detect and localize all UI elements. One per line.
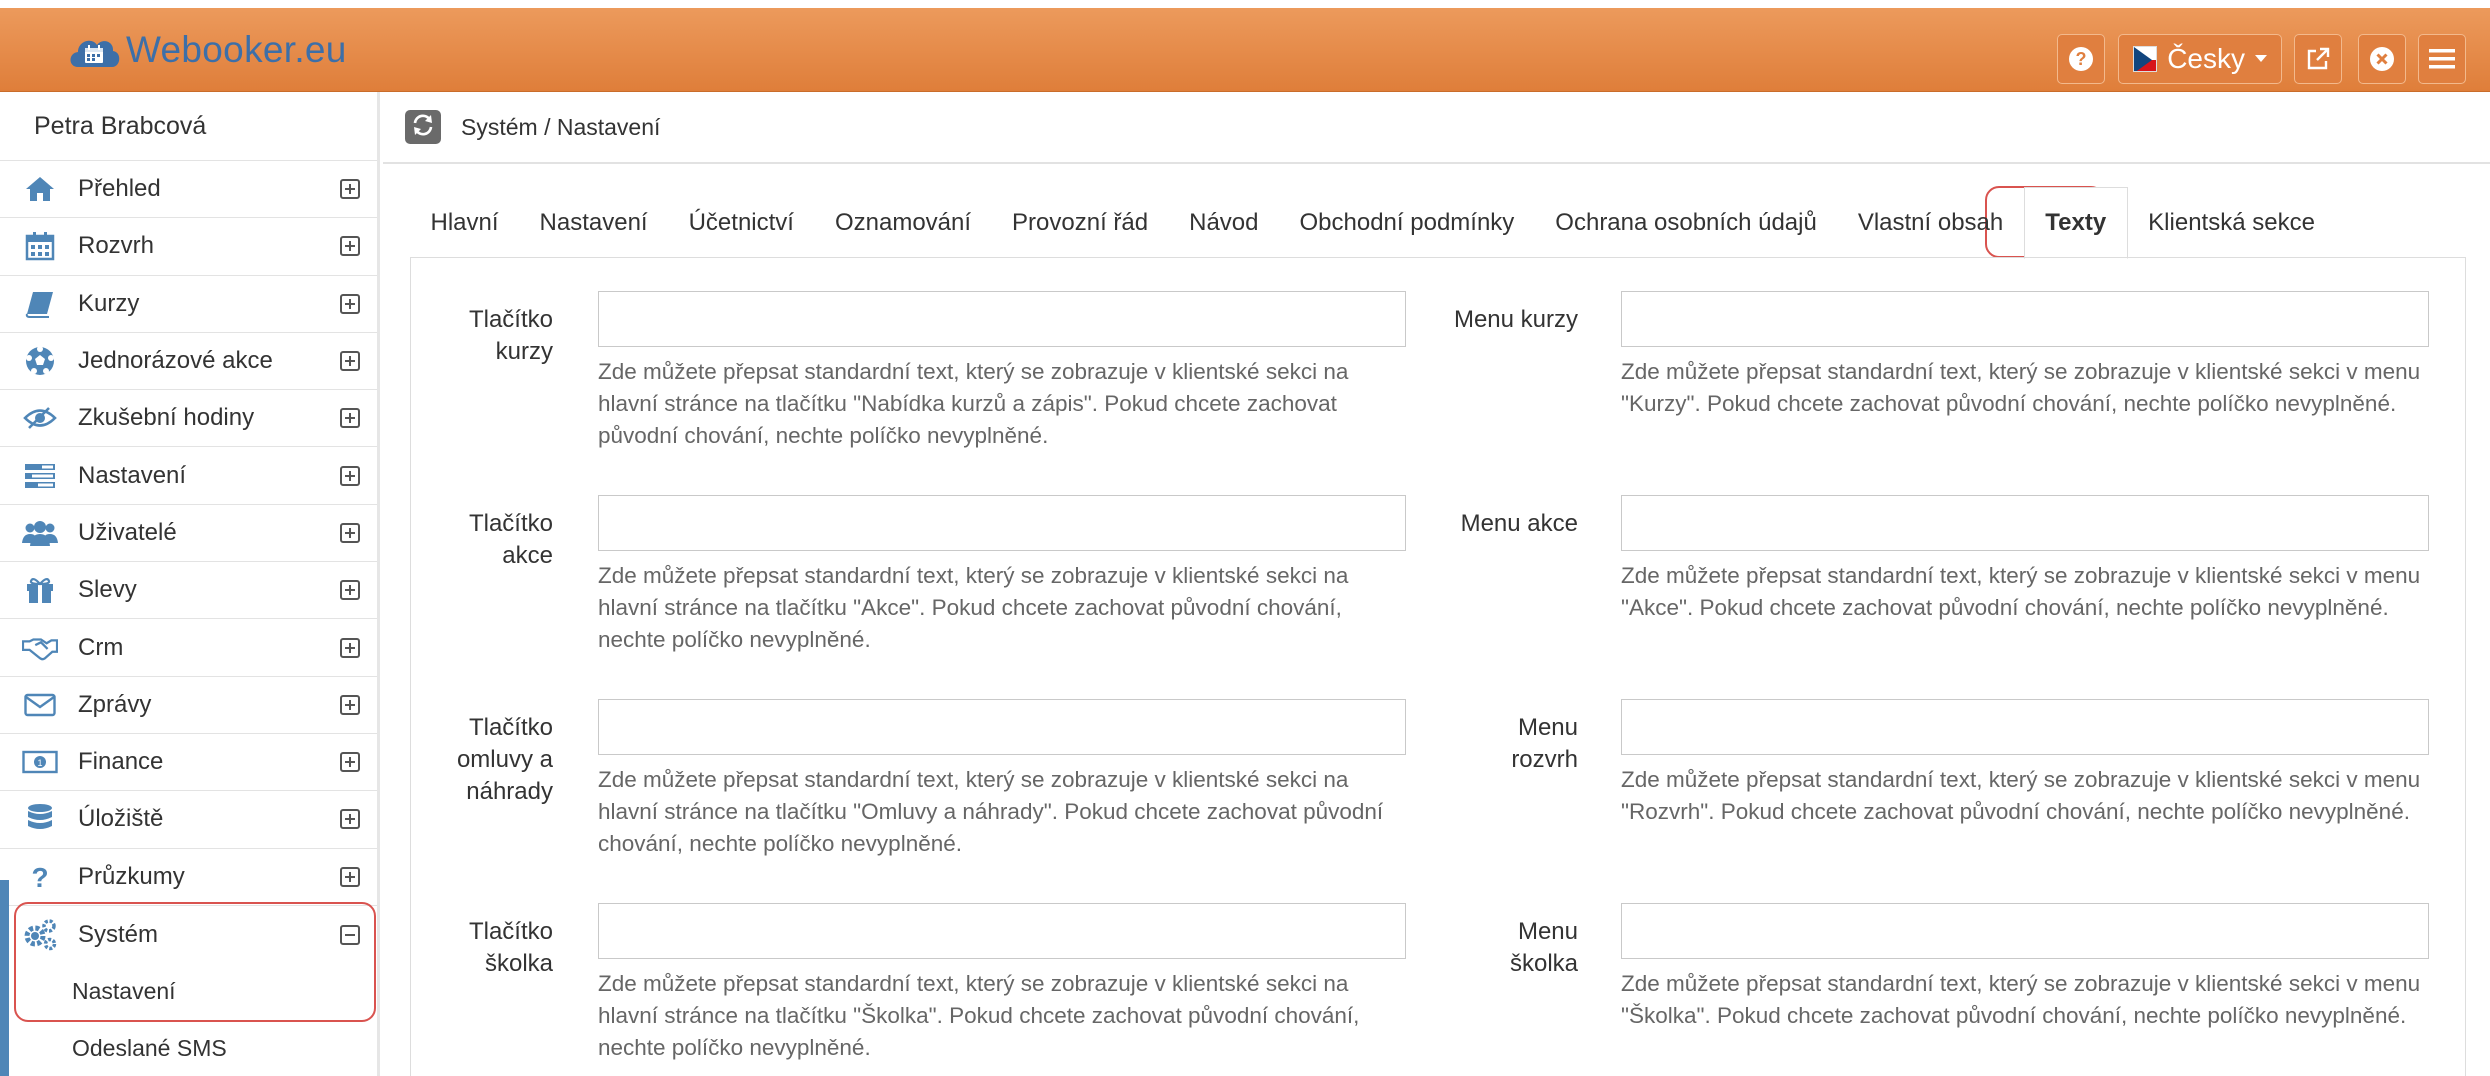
user-name[interactable]: Petra Brabcová <box>34 112 207 140</box>
help-tlacitko-akce: Zde můžete přepsat standardní text, který se zobrazuje v klientské sekci na hlavní stránce na tlačítku "Akce". Pokud chcete zachovat původní chování, nechte políčko nevyplněné. <box>598 563 1349 652</box>
expand-icon[interactable] <box>340 523 360 543</box>
active-section-indicator <box>0 880 9 1076</box>
expand-icon[interactable] <box>340 179 360 199</box>
logo[interactable] <box>66 26 347 74</box>
expand-icon[interactable] <box>340 752 360 772</box>
input-tlacitko-akce[interactable] <box>598 495 1406 551</box>
database-icon <box>22 801 58 837</box>
input-tlacitko-omluvy-a-nahrady[interactable] <box>598 699 1406 755</box>
expand-icon[interactable] <box>340 809 360 829</box>
svg-text:?: ? <box>2075 49 2087 69</box>
expand-icon[interactable] <box>340 408 360 428</box>
input-menu-kurzy[interactable] <box>1621 291 2429 347</box>
envelope-icon <box>22 687 58 723</box>
sidebar-item-label: Průzkumy <box>78 862 185 890</box>
svg-text:1: 1 <box>37 758 43 769</box>
gift-icon <box>22 572 58 608</box>
calendar-icon <box>22 228 58 264</box>
tab-hlavni[interactable]: Hlavní <box>430 209 499 236</box>
caret-down-icon <box>2255 55 2267 63</box>
label-menu-skolka: Menu školka <box>1509 918 1578 977</box>
open-external-button[interactable] <box>2294 34 2342 84</box>
expand-icon[interactable] <box>340 466 360 486</box>
breadcrumb: Systém / Nastavení <box>461 114 661 140</box>
label-tlacitko-kurzy: Tlačítko kurzy <box>468 306 553 365</box>
top-header-bar <box>0 8 2490 92</box>
tab-oznamovani[interactable]: Oznamování <box>834 209 972 236</box>
language-dropdown[interactable] <box>2118 34 2282 84</box>
svg-text:?: ? <box>31 861 49 893</box>
logo-text: Webooker.eu <box>126 29 347 70</box>
sidebar-item-label: Rozvrh <box>78 232 155 260</box>
expand-icon[interactable] <box>340 294 360 314</box>
close-circle-icon <box>2369 46 2395 72</box>
help-menu-skolka: Zde můžete přepsat standardní text, který se zobrazuje v klientské sekci v menu "Školka". Pokud chcete zachovat původní chování, nechte políčko nevyplněné. <box>1621 971 2421 1028</box>
question-circle-icon <box>2068 46 2094 72</box>
cloud-calendar-icon <box>66 29 122 71</box>
tab-nastaveni[interactable]: Nastavení <box>539 209 648 236</box>
czech-flag-icon <box>2133 46 2157 72</box>
sidebar-item-uzivatele[interactable] <box>0 505 377 562</box>
language-label: Česky <box>2167 43 2245 74</box>
refresh-button[interactable] <box>405 110 441 144</box>
label-tlacitko-skolka: Tlačítko školka <box>468 918 553 977</box>
help-button[interactable] <box>2057 34 2105 84</box>
users-icon <box>22 515 58 551</box>
sidebar-item-label: Slevy <box>78 576 137 604</box>
tab-texty[interactable]: Texty <box>2024 187 2128 259</box>
input-menu-skolka[interactable] <box>1621 903 2429 959</box>
tab-obchodni-podminky[interactable]: Obchodní podmínky <box>1299 209 1515 236</box>
label-tlacitko-omluvy-a-nahrady: Tlačítko omluvy a náhrady <box>456 714 553 805</box>
help-menu-akce: Zde můžete přepsat standardní text, který se zobrazuje v klientské sekci v menu "Akce". Pokud chcete zachovat původní chování, nechte políčko nevyplněné. <box>1621 563 2421 620</box>
input-menu-akce[interactable] <box>1621 495 2429 551</box>
sidebar-item-label: Zprávy <box>78 690 152 718</box>
sidebar-item-finance[interactable] <box>0 734 377 791</box>
sidebar-item-label: Přehled <box>78 175 161 203</box>
sidebar-item-prehled[interactable] <box>0 161 377 218</box>
handshake-icon <box>22 630 58 666</box>
label-menu-kurzy: Menu kurzy <box>1453 306 1578 333</box>
sidebar-subitem-odeslane-sms[interactable] <box>0 1020 377 1076</box>
help-menu-kurzy: Zde můžete přepsat standardní text, který se zobrazuje v klientské sekci v menu "Kurzy". Pokud chcete zachovat původní chování, nechte políčko nevyplněné. <box>1621 359 2421 416</box>
highlight-system-nastaveni <box>14 902 376 1022</box>
sidebar-item-label: Zkušební hodiny <box>78 404 255 432</box>
tab-vlastni-obsah[interactable]: Vlastní obsah <box>1857 209 2004 236</box>
help-tlacitko-omluvy-a-nahrady: Zde můžete přepsat standardní text, který se zobrazuje v klientské sekci na hlavní stránce na tlačítku "Omluvy a náhrady". Pokud chcete zachovat původní chování, nechte políčko nevyplněné. <box>598 767 1384 856</box>
expand-icon[interactable] <box>340 695 360 715</box>
logout-button[interactable] <box>2358 34 2406 84</box>
label-menu-rozvrh: Menu rozvrh <box>1511 714 1578 773</box>
tab-ochrana-osobnich-udaju[interactable]: Ochrana osobních údajů <box>1555 209 1817 236</box>
soccer-ball-icon <box>22 343 58 379</box>
expand-icon[interactable] <box>340 867 360 887</box>
sidebar-item-zkusebni-hodiny[interactable] <box>0 390 377 447</box>
settings-tabs <box>410 188 2335 258</box>
sidebar-item-kurzy[interactable] <box>0 276 377 333</box>
help-tlacitko-skolka: Zde můžete přepsat standardní text, který se zobrazuje v klientské sekci na hlavní stránce na tlačítku "Školka". Pokud chcete zachovat původní chování, nechte políčko nevyplněné. <box>598 971 1360 1060</box>
tasks-icon <box>22 458 58 494</box>
home-icon <box>22 171 58 207</box>
sidebar-item-nastaveni[interactable] <box>0 447 377 504</box>
label-menu-akce: Menu akce <box>1460 510 1578 537</box>
input-tlacitko-skolka[interactable] <box>598 903 1406 959</box>
sidebar-item-label: Jednorázové akce <box>78 347 273 375</box>
input-menu-rozvrh[interactable] <box>1621 699 2429 755</box>
sidebar-item-label: Kurzy <box>78 289 140 317</box>
help-menu-rozvrh: Zde můžete přepsat standardní text, který se zobrazuje v klientské sekci v menu "Rozvrh". Pokud chcete zachovat původní chování, nechte políčko nevyplněné. <box>1621 767 2421 824</box>
hamburger-icon <box>2429 48 2455 70</box>
tab-klientska-sekce[interactable]: Klientská sekce <box>2148 209 2315 236</box>
expand-icon[interactable] <box>340 580 360 600</box>
book-icon <box>22 286 58 322</box>
sidebar-item-jednorazove-akce[interactable] <box>0 333 377 390</box>
sidebar-subitem-label: Odeslané SMS <box>72 1035 227 1062</box>
sidebar-item-label: Crm <box>78 633 124 661</box>
sidebar-item-slevy[interactable] <box>0 562 377 619</box>
sidebar-item-label: Uživatelé <box>78 518 177 546</box>
external-link-icon <box>2305 46 2331 72</box>
sidebar-item-label: Finance <box>78 748 164 776</box>
expand-icon[interactable] <box>340 236 360 256</box>
input-tlacitko-kurzy[interactable] <box>598 291 1406 347</box>
question-icon <box>22 859 58 895</box>
menu-button[interactable] <box>2418 34 2466 84</box>
expand-icon[interactable] <box>340 351 360 371</box>
tab-provozni-rad[interactable]: Provozní řád <box>1012 209 1149 236</box>
help-tlacitko-kurzy: Zde můžete přepsat standardní text, který se zobrazuje v klientské sekci na hlavní stránce na tlačítku "Nabídka kurzů a zápis". Pokud chcete zachovat původní chování, nechte políčko nevyplněné. <box>598 359 1349 448</box>
tab-navod[interactable]: Návod <box>1189 209 1259 236</box>
sidebar-item-crm[interactable] <box>0 619 377 676</box>
sidebar-item-rozvrh[interactable] <box>0 218 377 275</box>
expand-icon[interactable] <box>340 638 360 658</box>
tab-ucetnictvi[interactable]: Účetnictví <box>688 209 794 236</box>
sidebar-item-label: Systém <box>78 920 159 948</box>
label-tlacitko-akce: Tlačítko akce <box>468 510 553 569</box>
sidebar-item-zpravy[interactable] <box>0 677 377 734</box>
sidebar-item-uloziste[interactable] <box>0 791 377 848</box>
sidebar-subitem-label: Nastavení <box>72 978 176 1005</box>
sidebar-item-pruzkumy[interactable] <box>0 849 377 906</box>
sidebar-item-label: Nastavení <box>78 461 187 489</box>
money-icon <box>22 744 58 780</box>
sidebar-item-label: Úložiště <box>78 805 164 833</box>
eye-icon <box>22 400 58 436</box>
breadcrumb-bar <box>383 92 2490 164</box>
refresh-icon <box>411 114 435 141</box>
